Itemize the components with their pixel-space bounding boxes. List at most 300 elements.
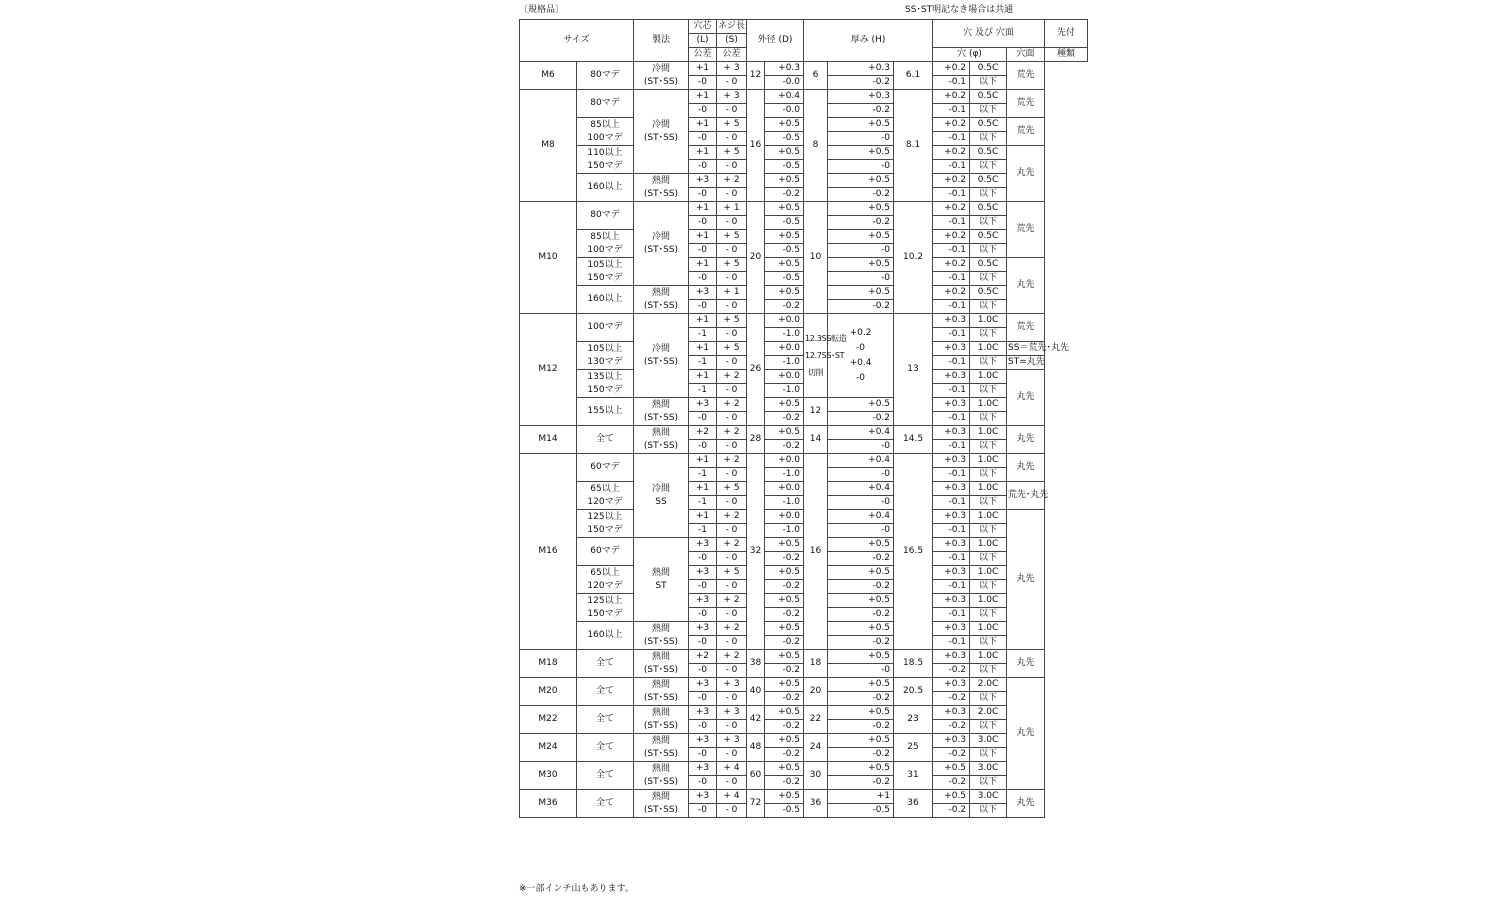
hole-tol-upper: +0.3: [933, 650, 970, 664]
thickness-tol-lower: -0: [828, 664, 894, 678]
outer-tol-upper: +0.5: [765, 230, 804, 244]
hole-face-lower: 以下: [970, 776, 1007, 790]
length-cell: [577, 454, 634, 482]
hole-diameter-cell: 10.2: [894, 202, 933, 314]
tol-l-upper: +2: [689, 426, 717, 440]
size-cell: M16: [520, 454, 577, 650]
tol-l-lower: -0: [689, 104, 717, 118]
method-cell: [634, 202, 689, 286]
tol-l-upper: +3: [689, 678, 717, 692]
outer-tol-upper: +0.5: [765, 202, 804, 216]
tip-type-cell: 荒先: [1007, 62, 1045, 90]
header-thick: 厚み (H): [804, 20, 933, 62]
header-hole: 穴 及び 穴面: [933, 20, 1045, 48]
cell-line: (ST･SS): [643, 412, 679, 423]
thickness-tol-lower: -0: [828, 496, 894, 510]
size-cell: M6: [520, 62, 577, 90]
hole-tol-upper: +0.3: [933, 510, 970, 524]
hole-diameter-cell: 8.1: [894, 90, 933, 202]
hole-tol-upper: +0.5: [933, 790, 970, 804]
cell-line: 全て: [595, 434, 614, 444]
outer-diameter-cell: 60: [747, 762, 765, 790]
cell-line: 冷間: [651, 343, 670, 354]
hole-tol-upper: +0.2: [933, 174, 970, 188]
cell-line: (ST･SS): [643, 748, 679, 759]
tol-l-lower: -1: [689, 356, 717, 370]
cell-line: (ST･SS): [643, 440, 679, 451]
length-cell: [577, 426, 634, 454]
cell-line: 150マデ: [587, 608, 623, 619]
hole-face-lower: 以下: [970, 384, 1007, 398]
thickness-tol-lower: -0.2: [828, 552, 894, 566]
thickness-tol-lower: -0.2: [828, 300, 894, 314]
method-cell: [634, 706, 689, 734]
tol-s-upper: + 2: [717, 454, 747, 468]
hole-tol-lower: -0.1: [933, 468, 970, 482]
tol-s-upper: + 4: [717, 762, 747, 776]
hole-tol-lower: -0.2: [933, 748, 970, 762]
length-cell: [577, 790, 634, 818]
size-cell: M14: [520, 426, 577, 454]
length-cell: [577, 594, 634, 622]
method-cell: [634, 762, 689, 790]
method-cell: [634, 62, 689, 90]
tol-l-upper: +3: [689, 398, 717, 412]
size-cell: M24: [520, 734, 577, 762]
cell-line: 冷間: [651, 483, 670, 494]
hole-face-upper: 1.0C: [970, 594, 1007, 608]
tol-s-upper: + 1: [717, 202, 747, 216]
tol-s-lower: - 0: [717, 608, 747, 622]
outer-tol-lower: -0.5: [765, 804, 804, 818]
tol-s-upper: + 5: [717, 566, 747, 580]
cell-line: -0: [856, 342, 865, 353]
thickness-tol-upper: +0.5: [828, 706, 894, 720]
hole-tol-lower: -0.1: [933, 356, 970, 370]
thickness-tol-lower: -0: [828, 524, 894, 538]
cell-line: (ST･SS): [643, 720, 679, 731]
size-cell: M18: [520, 650, 577, 678]
tol-l-lower: -0: [689, 272, 717, 286]
outer-diameter-cell: 26: [747, 314, 765, 426]
tol-s-upper: + 1: [717, 286, 747, 300]
hole-tol-upper: +0.3: [933, 426, 970, 440]
tol-l-lower: -1: [689, 328, 717, 342]
thickness-cell: 18: [804, 650, 828, 678]
cell-line: (ST･SS): [643, 692, 679, 703]
outer-tol-upper: +0.0: [765, 342, 804, 356]
tol-s-upper: + 5: [717, 146, 747, 160]
hole-tol-lower: -0.1: [933, 76, 970, 90]
outer-tol-upper: +0.5: [765, 762, 804, 776]
hole-tol-lower: -0.1: [933, 244, 970, 258]
cell-line: 120マデ: [587, 496, 623, 507]
outer-tol-lower: -0.5: [765, 272, 804, 286]
tip-type-cell: 丸先: [1007, 790, 1045, 818]
tol-s-lower: - 0: [717, 552, 747, 566]
thickness-cell: 14: [804, 426, 828, 454]
tip-type-cell: 荒先: [1007, 314, 1045, 342]
thickness-tol-lower: -0: [828, 440, 894, 454]
tol-s-lower: - 0: [717, 720, 747, 734]
tol-s-lower: - 0: [717, 244, 747, 258]
cell-line: 12.7SS･ST: [805, 351, 845, 360]
tol-s-lower: - 0: [717, 636, 747, 650]
tol-s-upper: + 5: [717, 118, 747, 132]
thickness-tol-upper: +0.5: [828, 398, 894, 412]
thickness-cell: 30: [804, 762, 828, 790]
tol-l-upper: +1: [689, 202, 717, 216]
hole-diameter-cell: 16.5: [894, 454, 933, 650]
thickness-tol-upper: +0.5: [828, 286, 894, 300]
outer-tol-upper: +0.5: [765, 650, 804, 664]
cell-line: 全て: [595, 714, 614, 724]
tol-l-upper: +3: [689, 594, 717, 608]
hole-face-upper: 0.5C: [970, 146, 1007, 160]
hole-face-upper: 1.0C: [970, 482, 1007, 496]
tol-s-upper: + 5: [717, 342, 747, 356]
cell-line: 150マデ: [587, 384, 623, 395]
hole-tol-upper: +0.3: [933, 734, 970, 748]
tol-s-upper: + 5: [717, 258, 747, 272]
tol-s-lower: - 0: [717, 300, 747, 314]
length-cell: [577, 622, 634, 650]
tol-s-lower: - 0: [717, 188, 747, 202]
hole-diameter-cell: 18.5: [894, 650, 933, 678]
hole-face-lower: 以下: [970, 496, 1007, 510]
tol-l-lower: -0: [689, 692, 717, 706]
length-cell: [577, 482, 634, 510]
outer-tol-lower: -0.2: [765, 608, 804, 622]
caption-standard-items: 〔規格品〕: [519, 5, 565, 15]
hole-tol-upper: +0.3: [933, 342, 970, 356]
length-cell: [577, 734, 634, 762]
tol-l-lower: -0: [689, 804, 717, 818]
hole-tol-lower: -0.1: [933, 608, 970, 622]
hole-tol-lower: -0.1: [933, 104, 970, 118]
hole-tol-upper: +0.3: [933, 370, 970, 384]
tol-s-upper: + 5: [717, 482, 747, 496]
tip-type-cell: 丸先: [1007, 258, 1045, 314]
cell-line: (ST･SS): [643, 356, 679, 367]
thickness-tol-lower: -0: [828, 468, 894, 482]
outer-tol-lower: -0.5: [765, 132, 804, 146]
outer-tol-lower: -0.2: [765, 552, 804, 566]
tol-l-lower: -0: [689, 76, 717, 90]
hole-face-upper: 1.0C: [970, 566, 1007, 580]
thickness-tol-upper: +0.3: [828, 90, 894, 104]
tol-s-lower: - 0: [717, 468, 747, 482]
tol-s-lower: - 0: [717, 804, 747, 818]
thickness-tol-upper: +0.5: [828, 174, 894, 188]
length-cell: [577, 118, 634, 146]
cell-line: 100マデ: [587, 244, 623, 255]
footnote: ※一部インチ山もあります。: [519, 884, 634, 894]
thickness-tol-lower: -0.2: [828, 720, 894, 734]
header-tol-l: 公差: [689, 48, 717, 62]
tol-l-lower: -0: [689, 440, 717, 454]
tol-s-upper: + 2: [717, 538, 747, 552]
outer-tol-lower: -0.2: [765, 636, 804, 650]
tip-type-cell: 荒先･丸先: [1007, 482, 1045, 510]
size-cell: M20: [520, 678, 577, 706]
thickness-tol-lower: -0.2: [828, 76, 894, 90]
cell-line: 熱間: [651, 707, 670, 718]
thickness-tol-lower: -0: [828, 132, 894, 146]
outer-diameter-cell: 42: [747, 706, 765, 734]
outer-tol-upper: +0.5: [765, 622, 804, 636]
hole-diameter-cell: 20.5: [894, 678, 933, 706]
outer-tol-lower: -0.2: [765, 440, 804, 454]
cell-line: 熱間: [651, 175, 670, 186]
thickness-tol-lower: -0.2: [828, 216, 894, 230]
outer-tol-upper: +0.5: [765, 118, 804, 132]
cell-line: SS: [655, 496, 667, 507]
cell-line: (ST･SS): [643, 188, 679, 199]
tol-l-upper: +2: [689, 650, 717, 664]
length-cell: [577, 342, 634, 370]
size-cell: M8: [520, 90, 577, 202]
hole-tol-upper: +0.3: [933, 454, 970, 468]
hole-tol-lower: -0.1: [933, 636, 970, 650]
length-cell: [577, 258, 634, 286]
cell-line: 切削: [807, 368, 824, 377]
tol-s-upper: + 2: [717, 594, 747, 608]
hole-diameter-cell: 14.5: [894, 426, 933, 454]
cell-line: 85以上: [590, 231, 620, 242]
hole-tol-upper: +0.3: [933, 678, 970, 692]
tip-type-cell: 丸先: [1007, 650, 1045, 678]
hole-tol-lower: -0.1: [933, 496, 970, 510]
tol-l-upper: +1: [689, 314, 717, 328]
hole-tol-lower: -0.1: [933, 580, 970, 594]
tol-l-upper: +3: [689, 706, 717, 720]
tol-l-upper: +1: [689, 146, 717, 160]
tol-l-upper: +3: [689, 538, 717, 552]
thickness-tol-upper: +0.4: [828, 510, 894, 524]
tol-l-lower: -0: [689, 608, 717, 622]
thickness-tol-upper: +0.5: [828, 678, 894, 692]
cell-line: 12.3SS転造: [805, 334, 847, 343]
hole-face-lower: 以下: [970, 356, 1007, 370]
hole-tol-lower: -0.2: [933, 776, 970, 790]
tol-l-upper: +1: [689, 454, 717, 468]
cell-line: (ST･SS): [643, 776, 679, 787]
thickness-cell: 12: [804, 398, 828, 426]
cell-line: 150マデ: [587, 160, 623, 171]
tol-s-upper: + 3: [717, 734, 747, 748]
cell-line: 100マデ: [587, 322, 623, 332]
outer-tol-upper: +0.5: [765, 706, 804, 720]
thickness-tol-upper: +0.5: [828, 146, 894, 160]
cell-line: ST: [655, 580, 667, 591]
cell-line: 125以上: [587, 511, 623, 522]
cell-line: (ST･SS): [643, 244, 679, 255]
outer-tol-lower: -0.5: [765, 160, 804, 174]
spec-table: [519, 19, 1088, 818]
cell-line: (ST･SS): [643, 804, 679, 815]
tol-l-lower: -0: [689, 412, 717, 426]
tol-s-lower: - 0: [717, 748, 747, 762]
length-cell: [577, 202, 634, 230]
cell-line: 105以上: [587, 343, 623, 354]
method-cell: [634, 790, 689, 818]
method-cell: [634, 426, 689, 454]
header-size: サイズ: [520, 20, 634, 62]
tip-type-cell: 丸先: [1007, 146, 1045, 202]
tip-type-cell: 丸先: [1007, 370, 1045, 426]
tol-l-lower: -1: [689, 524, 717, 538]
tip-type-cell: 荒先: [1007, 202, 1045, 258]
header-outer: 外径 (D): [747, 20, 804, 62]
hole-tol-lower: -0.1: [933, 272, 970, 286]
hole-face-lower: 以下: [970, 720, 1007, 734]
tol-l-lower: -0: [689, 160, 717, 174]
tol-s-lower: - 0: [717, 76, 747, 90]
tol-l-lower: -0: [689, 132, 717, 146]
thickness-cell: [804, 314, 847, 398]
tol-s-lower: - 0: [717, 356, 747, 370]
hole-diameter-cell: 31: [894, 762, 933, 790]
hole-face-upper: 2.0C: [970, 678, 1007, 692]
hole-tol-lower: -0.1: [933, 412, 970, 426]
outer-tol-upper: +0.0: [765, 510, 804, 524]
cell-line: 熱間: [651, 763, 670, 774]
cell-line: 105以上: [587, 259, 623, 270]
hole-face-lower: 以下: [970, 748, 1007, 762]
cell-line: 熱間: [651, 567, 670, 578]
tip-type-cell: 丸先: [1007, 678, 1045, 790]
thickness-tol-upper: +0.4: [828, 454, 894, 468]
hole-tol-upper: +0.3: [933, 538, 970, 552]
tol-l-lower: -0: [689, 552, 717, 566]
table-row: [520, 314, 1088, 328]
cell-line: 160以上: [587, 182, 623, 192]
table-row: [520, 706, 1088, 720]
header-len-s-sub: (S): [717, 34, 747, 48]
cell-line: 125以上: [587, 595, 623, 606]
hole-face-upper: 3.0C: [970, 762, 1007, 776]
hole-tol-lower: -0.1: [933, 384, 970, 398]
cell-line: 全て: [595, 770, 614, 780]
cell-line: +0.2: [849, 327, 872, 338]
cell-line: 熱間: [651, 399, 670, 410]
hole-face-upper: 1.0C: [970, 370, 1007, 384]
table-row: [520, 62, 1088, 76]
hole-tol-upper: +0.3: [933, 622, 970, 636]
cell-line: (ST･SS): [643, 132, 679, 143]
size-cell: M12: [520, 314, 577, 426]
outer-tol-lower: -0.2: [765, 720, 804, 734]
thickness-tol-lower: -0: [828, 272, 894, 286]
method-cell: [634, 314, 689, 398]
outer-diameter-cell: 32: [747, 454, 765, 650]
thickness-tol-lower: -0: [828, 244, 894, 258]
hole-face-lower: 以下: [970, 76, 1007, 90]
hole-face-lower: 以下: [970, 468, 1007, 482]
hole-tol-upper: +0.2: [933, 118, 970, 132]
thickness-tol-upper: +0.5: [828, 230, 894, 244]
tol-l-upper: +3: [689, 566, 717, 580]
length-cell: [577, 510, 634, 538]
hole-face-lower: 以下: [970, 300, 1007, 314]
outer-tol-upper: +0.5: [765, 258, 804, 272]
outer-diameter-cell: 40: [747, 678, 765, 706]
hole-tol-upper: +0.2: [933, 62, 970, 76]
length-cell: [577, 370, 634, 398]
tip-type-cell: 荒先: [1007, 118, 1045, 146]
tol-l-lower: -0: [689, 216, 717, 230]
method-cell: [634, 398, 689, 426]
header-len-s: ネジ長: [717, 20, 747, 34]
hole-face-lower: 以下: [970, 692, 1007, 706]
hole-tol-lower: -0.1: [933, 300, 970, 314]
hole-face-lower: 以下: [970, 412, 1007, 426]
cell-line: 熱間: [651, 427, 670, 438]
cell-line: 120マデ: [587, 580, 623, 591]
cell-line: 150マデ: [587, 524, 623, 535]
outer-tol-upper: +0.5: [765, 790, 804, 804]
hole-diameter-cell: 13: [894, 314, 933, 426]
tol-l-upper: +3: [689, 762, 717, 776]
hole-diameter-cell: 36: [894, 790, 933, 818]
tol-l-lower: -0: [689, 720, 717, 734]
cell-line: -0: [856, 372, 865, 383]
header-row: [520, 20, 1088, 34]
hole-tol-lower: -0.1: [933, 132, 970, 146]
table-row: [520, 790, 1088, 804]
cell-line: 110以上: [587, 147, 623, 158]
outer-tol-lower: -0.2: [765, 188, 804, 202]
hole-tol-upper: +0.2: [933, 230, 970, 244]
tip-type-cell: SS＝荒先･丸先: [1007, 342, 1045, 356]
method-cell: [634, 90, 689, 174]
thickness-tol-upper: +0.5: [828, 650, 894, 664]
hole-face-upper: 0.5C: [970, 90, 1007, 104]
length-cell: [577, 146, 634, 174]
tol-s-lower: - 0: [717, 664, 747, 678]
header-hole-phi: 穴 (φ): [933, 48, 1007, 62]
outer-tol-upper: +0.5: [765, 566, 804, 580]
thickness-cell: 36: [804, 790, 828, 818]
thickness-tol-upper: +0.5: [828, 566, 894, 580]
tol-l-lower: -0: [689, 244, 717, 258]
cell-line: 熱間: [651, 791, 670, 802]
tol-s-upper: + 3: [717, 90, 747, 104]
cell-line: 熱間: [651, 623, 670, 634]
thickness-tol-lower: -0: [828, 160, 894, 174]
tol-s-upper: + 3: [717, 706, 747, 720]
thickness-tol-upper: +0.4: [828, 482, 894, 496]
outer-tol-lower: -0.5: [765, 244, 804, 258]
thickness-tol-upper: +0.5: [828, 118, 894, 132]
cell-line: 熱間: [651, 679, 670, 690]
tol-l-upper: +3: [689, 790, 717, 804]
length-cell: [577, 286, 634, 314]
hole-tol-upper: +0.3: [933, 398, 970, 412]
outer-tol-lower: -0.2: [765, 776, 804, 790]
hole-tol-lower: -0.1: [933, 216, 970, 230]
cell-line: 160以上: [587, 630, 623, 640]
tol-s-upper: + 2: [717, 650, 747, 664]
hole-face-upper: 1.0C: [970, 650, 1007, 664]
hole-face-upper: 0.5C: [970, 202, 1007, 216]
method-cell: [634, 734, 689, 762]
tol-l-lower: -0: [689, 188, 717, 202]
length-cell: [577, 762, 634, 790]
cell-line: 熱間: [651, 735, 670, 746]
outer-diameter-cell: 48: [747, 734, 765, 762]
